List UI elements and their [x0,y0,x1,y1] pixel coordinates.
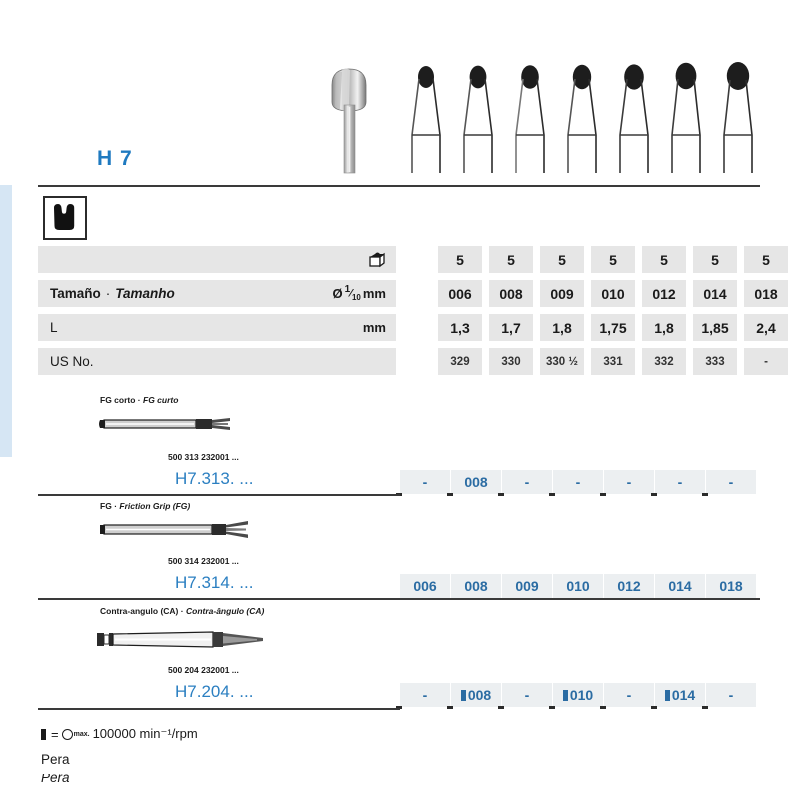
value-cell: - [502,470,552,494]
fg-short-shank-icon [98,414,266,439]
spec-cell: 5 [540,246,584,273]
spec-cell: 333 [693,348,737,375]
spec-label-band [38,314,396,341]
spec-row-us-number [38,348,768,375]
spec-row-length [38,314,776,341]
spec-cell: 1,8 [642,314,686,341]
bur-illustration-strip [320,55,760,180]
spec-cell: 006 [438,280,482,307]
heading-pt: Friction Grip (FG) [119,501,191,511]
rule-below-ca [38,708,400,710]
spec-cell: 5 [591,246,635,273]
spec-row-package [38,246,770,273]
spec-cell: 2,4 [744,314,788,341]
value-cell: 014 [655,574,705,598]
spec-cell: 018 [744,280,788,307]
bur-outline-1 [412,66,440,173]
product-sku-ca: 500 204 232001 ... [168,665,239,675]
heading-pt: Contra-ângulo (CA) [185,606,265,616]
value-cell: 018 [706,574,756,598]
value-cell: - [553,470,603,494]
spec-cell: 5 [744,246,788,273]
column-tick [600,706,606,709]
column-tick [702,706,708,709]
product-heading-fg [100,501,190,511]
spec-cell: 1,85 [693,314,737,341]
spec-row-label: L [50,320,58,335]
speed-marker [461,690,466,701]
bur-outline-6 [672,63,700,173]
column-tick [549,706,555,709]
column-tick [447,493,453,496]
spec-label-band [38,246,396,273]
label-separator: · [105,286,111,301]
spec-label-band [38,348,396,375]
column-tick [702,493,708,496]
rule-below-fg-short [38,494,400,496]
value-cell: 009 [502,574,552,598]
heading-es: FG [100,501,112,511]
value-cell: - [502,683,552,707]
bur-outline-5 [620,64,648,173]
speed-value: 100000 min⁻¹/rpm [92,726,198,741]
heading-es: Contra-angulo (CA) [100,606,179,616]
value-cell: - [706,683,756,707]
left-accent-bar [0,185,12,457]
spec-cell: 5 [489,246,533,273]
spec-cell: - [744,348,788,375]
spec-cell: 1,75 [591,314,635,341]
value-cell: - [706,470,756,494]
label-es: Tamaño [50,286,101,301]
rule-below-fg [38,598,760,600]
heading-es: FG corto [100,395,136,405]
column-tick [447,706,453,709]
heading-separator: · [114,501,118,511]
shape-name-pt: Pêra [41,774,70,784]
footer-speed-note [41,726,198,742]
spec-row-label: US No. [50,354,94,369]
value-cell: - [604,470,654,494]
bur-outline-7 [724,62,752,173]
bur-outline-3 [516,65,544,173]
ca-shank-icon [95,625,295,658]
value-cell: 010 [553,683,603,707]
rule-below-title [38,185,760,187]
bur-detail-large [332,69,366,174]
value-cell: - [604,683,654,707]
spec-cell: 009 [540,280,584,307]
max-speed-circle-icon [62,729,73,740]
spec-cell: 5 [438,246,482,273]
equals-sign: = [51,726,59,742]
column-tick [549,493,555,496]
spec-row-unit: mm [362,320,386,335]
product-ref-fg[interactable]: H7.314. ... [175,573,254,592]
column-tick [651,493,657,496]
spec-cell: 014 [693,280,737,307]
shape-name-es: Pera [41,752,70,767]
spec-row-unit: Ø $^1⁄_{10}$ mm [332,283,386,302]
value-cell: 012 [604,574,654,598]
column-tick [498,493,504,496]
speed-marker-legend-icon [41,729,46,740]
page-title: H 7 [97,147,133,170]
spec-cell: 331 [591,348,635,375]
max-label: max. [73,730,90,738]
value-cell: 006 [400,574,450,598]
shape-name-pt-clipped [41,774,241,784]
pear-bur-head-icon [43,196,87,240]
spec-cell: 012 [642,280,686,307]
spec-cell: 332 [642,348,686,375]
column-tick [600,493,606,496]
spec-label-band [38,280,396,307]
fg-shank-icon [98,518,278,545]
spec-cell: 329 [438,348,482,375]
heading-separator: · [180,606,184,616]
column-tick [498,706,504,709]
value-cell: 014 [655,683,705,707]
speed-marker [563,690,568,701]
product-sku-fg: 500 314 232001 ... [168,556,239,566]
spec-cell: 008 [489,280,533,307]
value-cell: - [400,683,450,707]
spec-cell: 1,7 [489,314,533,341]
value-cell: 010 [553,574,603,598]
heading-separator: · [137,395,141,405]
product-heading-fg-short [100,395,178,405]
spec-cell: 5 [642,246,686,273]
product-ref-fg-short[interactable]: H7.313. ... [175,469,254,488]
product-heading-ca [100,606,264,616]
bur-outline-4 [568,65,596,173]
spec-cell: 330 [489,348,533,375]
spec-cell: 1,8 [540,314,584,341]
product-ref-ca[interactable]: H7.204. ... [175,682,254,701]
value-cell: - [400,470,450,494]
column-tick [651,706,657,709]
bur-outline-2 [464,66,492,173]
label-pt: Tamanho [115,286,175,301]
value-cell: 008 [451,683,501,707]
spec-cell: 330 ½ [540,348,584,375]
spec-cell: 5 [693,246,737,273]
value-cell: - [655,470,705,494]
speed-marker [665,690,670,701]
product-sku-fg-short: 500 313 232001 ... [168,452,239,462]
spec-row-size [38,280,778,307]
spec-cell: 010 [591,280,635,307]
spec-row-label [50,286,175,301]
package-box-icon [366,249,388,271]
spec-cell: 1,3 [438,314,482,341]
heading-pt: FG curto [143,395,179,405]
value-cell: 008 [451,574,501,598]
value-cell: 008 [451,470,501,494]
